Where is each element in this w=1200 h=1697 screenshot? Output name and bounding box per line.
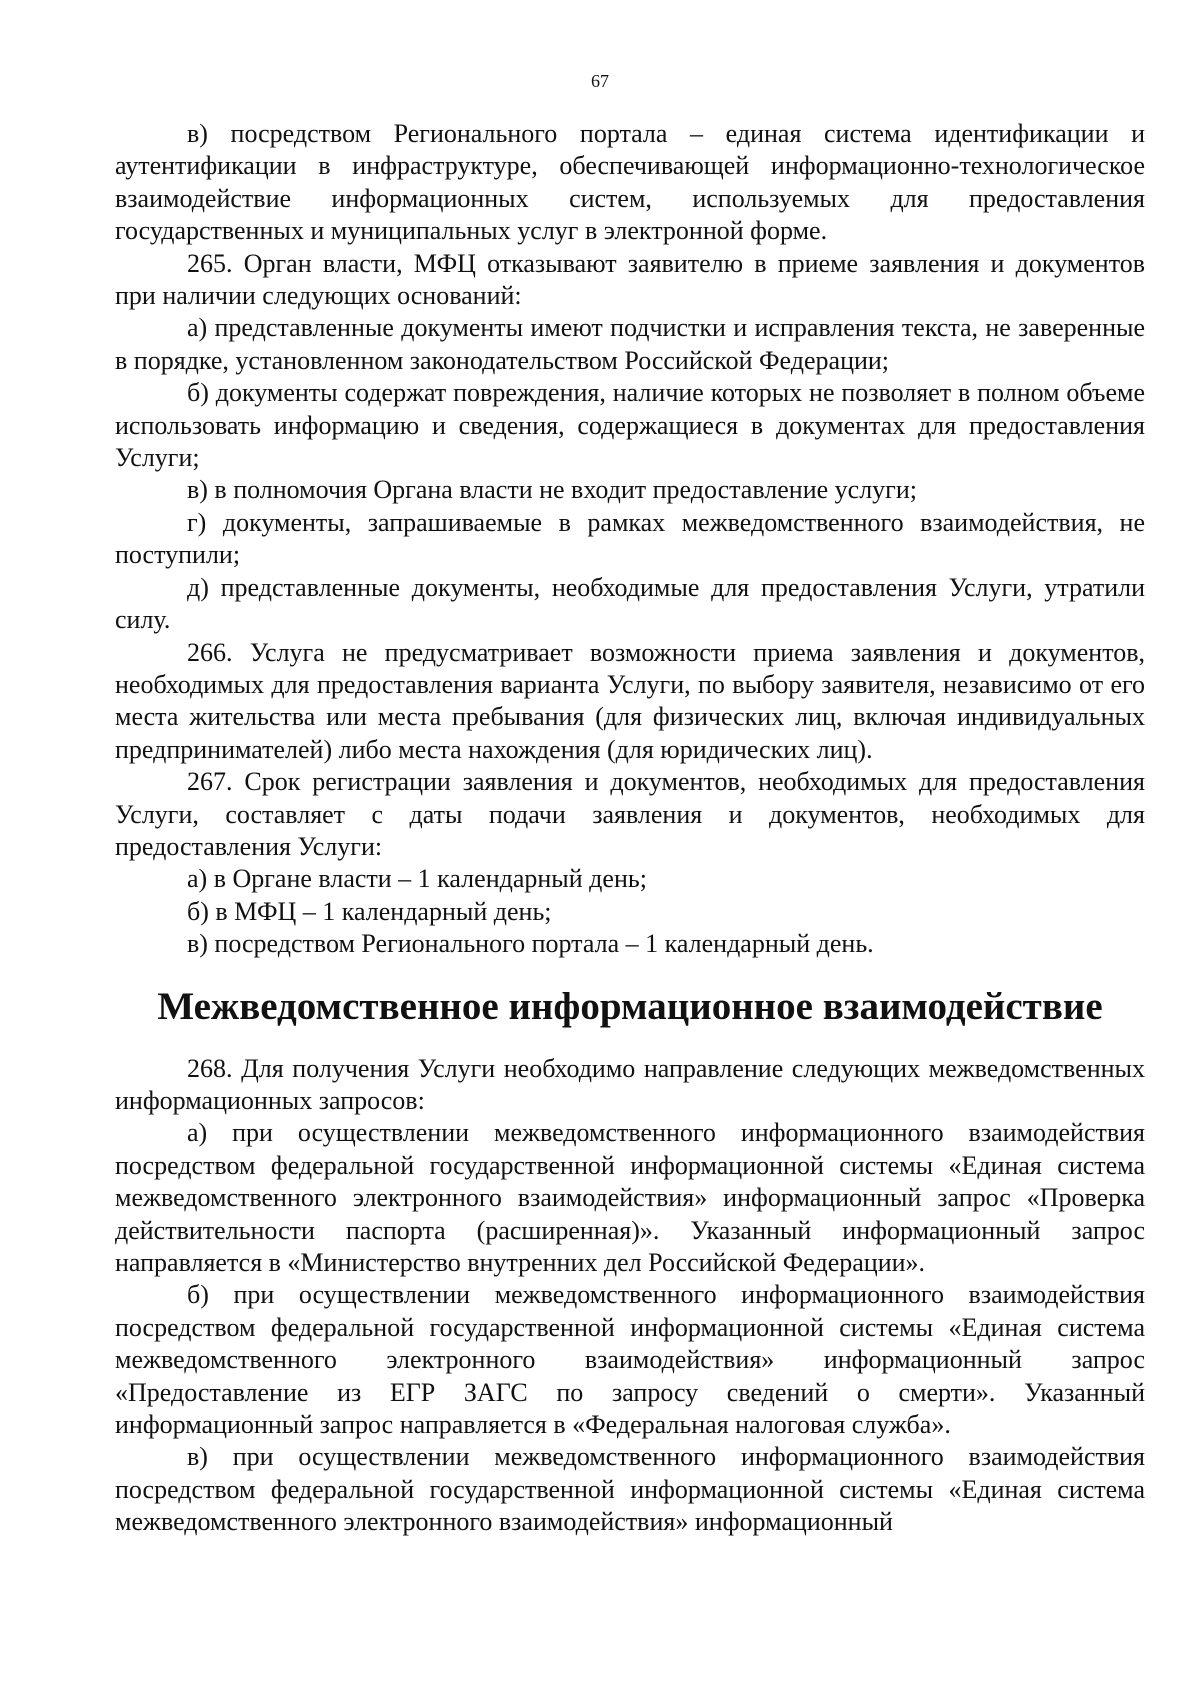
paragraph-268-item-v: в) при осуществлении межведомственного информационного взаимодействия посредством федеральной государственной информационной системы «Единая система межведомственного электронного взаимодействия» информационный <box>115 1442 1145 1537</box>
paragraph-item-g: г) документы, запрашиваемые в рамках межведомственного взаимодействия, не поступили; <box>115 507 1145 570</box>
paragraph-268-item-a: а) при осуществлении межведомственного информационного взаимодействия посредством федеральной государственной информационной системы «Единая система межведомственного электронного взаимодействия» информационный запрос «Проверка действительности паспорта (расширенная)». Указанный информационный запрос направляется в «Министерство внутренних дел Российской Федерации». <box>115 1118 1145 1277</box>
paragraph-item-b: б) документы содержат повреждения, наличие которых не позволяет в полном объеме использовать информацию и сведения, содержащиеся в документах для предоставления Услуги; <box>115 378 1145 473</box>
paragraph-267: 267. Срок регистрации заявления и документов, необходимых для предоставления Услуги, составляет с даты подачи заявления и документов, необходимых для предоставления Услуги: <box>115 767 1145 861</box>
paragraph-267-item-a: а) в Органе власти – 1 календарный день; <box>187 864 647 894</box>
paragraph-268: 268. Для получения Услуги необходимо направление следующих межведомственных информационных запросов: <box>115 1053 1145 1115</box>
paragraph-266: 266. Услуга не предусматривает возможности приема заявления и документов, необходимых для предоставления варианта Услуги, по выбору заявителя, независимо от его места жительства или места пребывания (для физических лиц, включая индивидуальных предпринимателей) либо места нахождения (для юридических лиц). <box>115 637 1145 764</box>
paragraph-item-v-portal: в) посредством Регионального портала – единая система идентификации и аутентификации в инфраструктуре, обеспечивающей информационно-технологическое взаимодействие информационных систем, используемых для предоставления государственных и муниципальных услуг в электронной форме. <box>115 119 1145 246</box>
paragraph-item-a: а) представленные документы имеют подчистки и исправления текста, не заверенные в порядке, установленном законодательством Российской Федерации; <box>115 313 1145 375</box>
document-body <box>115 118 1145 1539</box>
paragraph-item-d: д) представленные документы, необходимые для предоставления Услуги, утратили силу. <box>115 572 1145 635</box>
paragraph-267-item-b: б) в МФЦ – 1 календарный день; <box>187 896 552 926</box>
paragraph-265: 265. Орган власти, МФЦ отказывают заявителю в приеме заявления и документов при наличии следующих оснований: <box>115 248 1145 311</box>
paragraph-268-item-b: б) при осуществлении межведомственного информационного взаимодействия посредством федеральной государственной информационной системы «Единая система межведомственного электронного взаимодействия» информационный запрос «Предоставление из ЕГР ЗАГС по запросу сведений о смерти». Указанный информационный запрос направляется в «Федеральная налоговая служба». <box>115 1280 1145 1440</box>
paragraph-item-v: в) в полномочия Органа власти не входит предоставление услуги; <box>187 475 917 505</box>
paragraph-267-item-v: в) посредством Регионального портала – 1 календарный день. <box>187 929 874 959</box>
page-number: 67 <box>591 71 609 91</box>
section-heading: Межведомственное информационное взаимодействие <box>157 984 1103 1028</box>
